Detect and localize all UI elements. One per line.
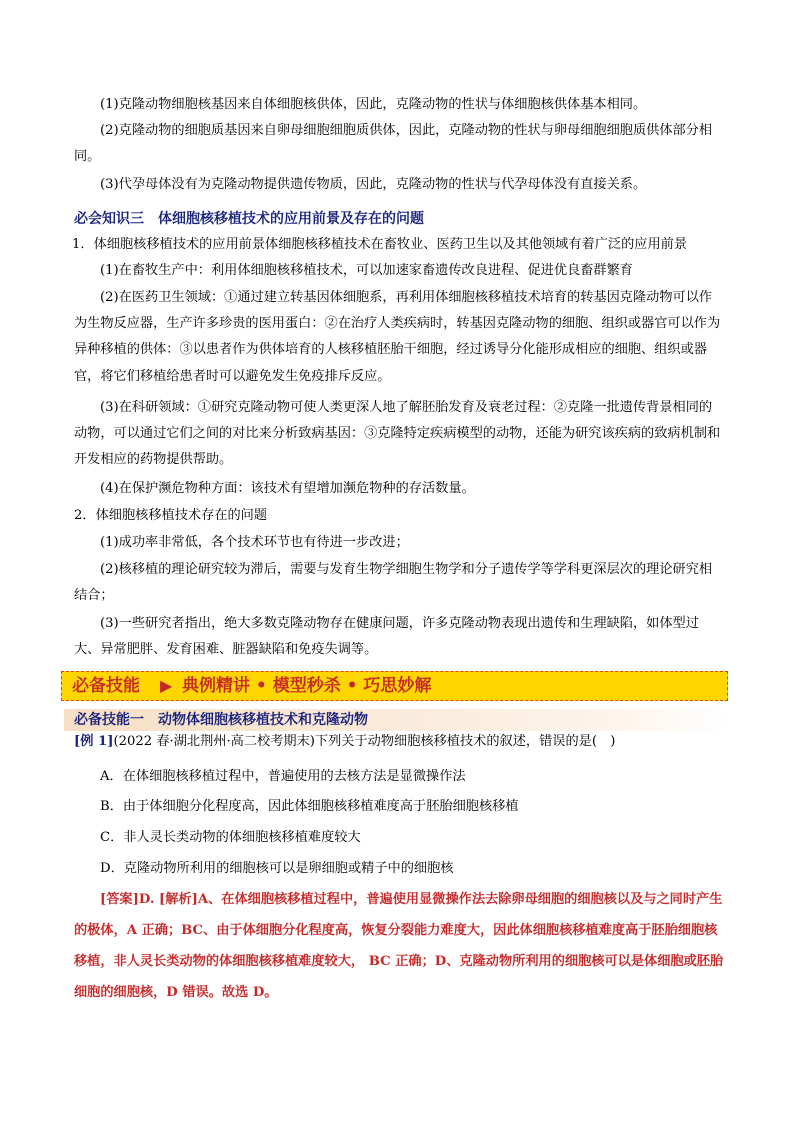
option-b: B．由于体细胞分化程度高，因此体细胞核移植难度高于胚胎细胞核移植 <box>100 799 519 814</box>
section-heading-3: 必会知识三 体细胞核移植技术的应用前景及存在的问题 <box>74 211 424 227</box>
application-item-4: (4)在保护濒危物种方面：该技术有望增加濒危物种的存活数量。 <box>100 481 475 496</box>
play-arrow-icon: ▶ <box>160 676 173 695</box>
skill-heading-bar <box>64 709 728 731</box>
banner-title: 必备技能 <box>72 676 140 696</box>
sec2-paragraph-3: (3)代孕母体没有为克隆动物提供遗传物质，因此，克隆动物的性状与代孕母体没有直接关系。 <box>100 177 647 192</box>
subheading-application: 1．体细胞核移植技术的应用前景体细胞核移植技术在畜牧业、医药卫生以及其他领域有着广泛的应用前景 <box>72 237 688 252</box>
problem-item-3: (3)一些研究者指出，绝大多数克隆动物存在健康问题，许多克隆动物表现出遗传和生理缺陷，如体型过大、异常肥胖、发育困难、脏器缺陷和免疫失调等。 <box>74 616 699 658</box>
skill-heading: 必备技能一 动物体细胞核移植技术和克隆动物 <box>74 712 368 728</box>
option-d: D．克隆动物所利用的细胞核可以是卵细胞或精子中的细胞核 <box>100 861 454 876</box>
problem-item-2: (2)核移植的理论研究较为滞后，需要与发育生物学细胞生物学和分子遗传学等学科更深层次的理论研究相结合； <box>74 562 713 604</box>
example-tag: [例 1] <box>74 734 114 749</box>
banner-subtitle: 典例精讲 • 模型秒杀 • 巧思妙解 <box>182 676 432 696</box>
application-item-1: (1)在畜牧生产中：利用体细胞核移植技术，可以加速家畜遗传改良进程、促进优良畜群繁育 <box>100 263 633 278</box>
answer-explanation: [答案]D. [解析]A、在体细胞核移植过程中，普遍使用显微操作法去除卵母细胞的细胞核以及与之同时产生的极体，A 正确；BC、由于体细胞分化程度高，恢复分裂能力难度大，因此体细胞核移植难度高于胚胎细胞核移植，非人灵长类动物的体细胞核移植难度较大， BC 正确；D、克隆动物所利用的细胞核可以是体细胞或胚胎细胞的细胞核，D 错误。故选 D。 <box>74 892 724 1000</box>
example-stem <box>74 732 615 752</box>
option-a: A．在体细胞核移植过程中，普遍使用的去核方法是显微操作法 <box>100 769 466 784</box>
sec2-paragraph-1: (1)克隆动物细胞核基因来自体细胞核供体，因此，克隆动物的性状与体细胞核供体基本相同。 <box>100 97 647 112</box>
sec2-paragraph-2: (2)克隆动物的细胞质基因来自卵母细胞细胞质供体，因此，克隆动物的性状与卵母细胞细胞质供体部分相同。 <box>74 123 713 165</box>
application-item-2: (2)在医药卫生领域：①通过建立转基因体细胞系，再利用体细胞核移植技术培育的转基因克隆动物可以作为生物反应器，生产许多珍贵的医用蛋白：②在治疗人类疾病时，转基因克隆动物的细胞、组织或器官可以作为异种移植的供体：③以患者作为供体培育的人核移植胚胎干细胞，经过诱导分化能形成相应的细胞、组织或器官，将它们移植给患者时可以避免发生免疫排斥反应。 <box>74 290 721 384</box>
option-c: C．非人灵长类动物的体细胞核移植难度较大 <box>100 830 361 845</box>
skills-banner <box>61 671 728 701</box>
subheading-problems: 2．体细胞核移植技术存在的问题 <box>74 508 268 523</box>
example-question: (2022 春·湖北荆州·高二校考期末)下列关于动物细胞核移植技术的叙述，错误的是( ) <box>113 734 616 749</box>
application-item-3: (3)在科研领域：①研究克隆动物可使人类更深人地了解胚胎发育及衰老过程：②克隆一批遗传背景相同的动物，可以通过它们之间的对比来分析致病基因：③克隆特定疾病模型的动物，还能为研究该疾病的致病机制和开发相应的药物提供帮助。 <box>74 400 721 468</box>
problem-item-1: (1)成功率非常低，各个技术环节也有待进一步改进； <box>100 535 409 550</box>
